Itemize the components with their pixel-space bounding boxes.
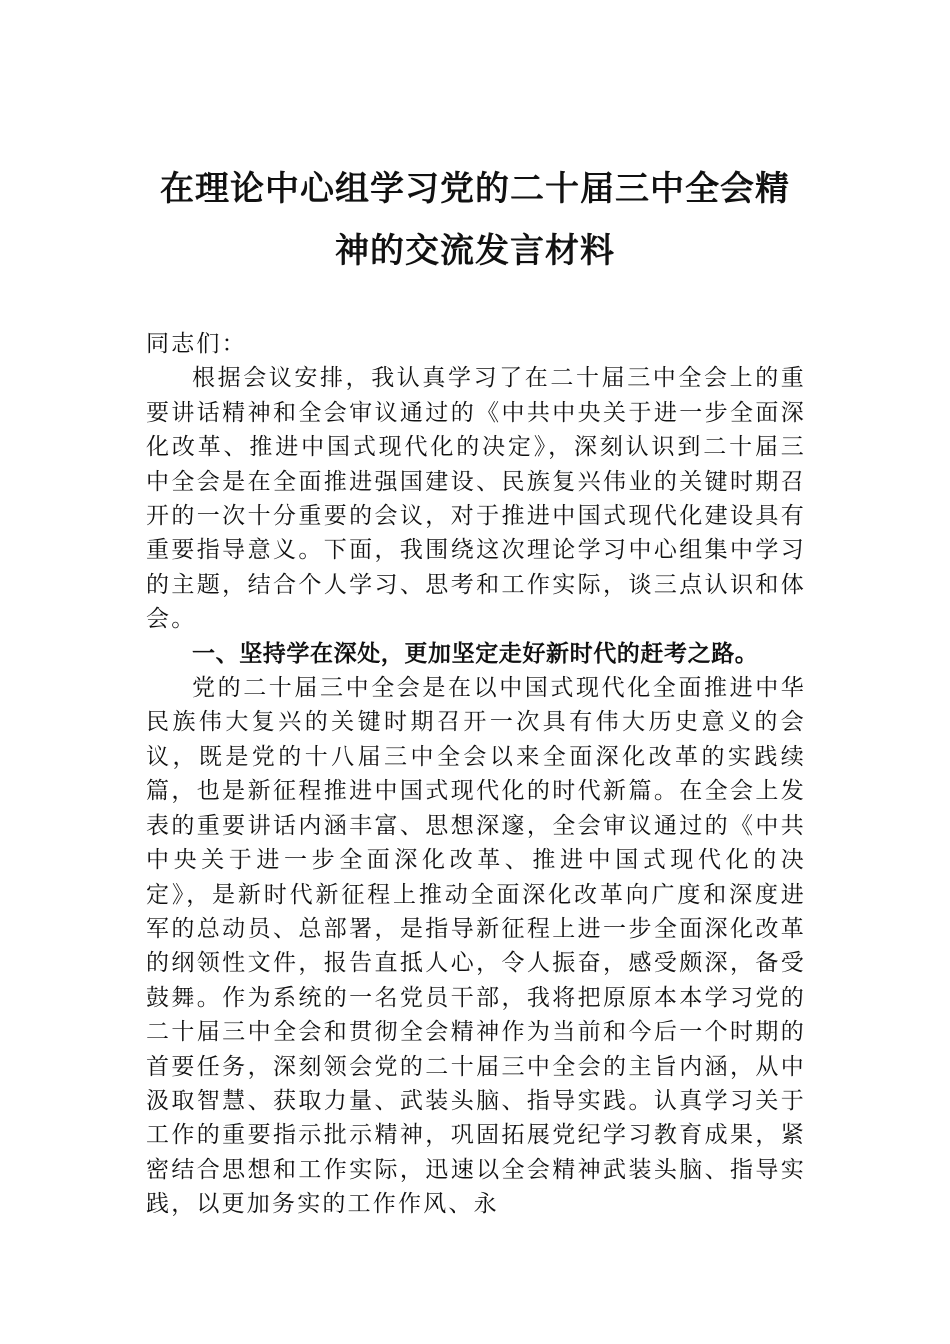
paragraph-section-1: 党的二十届三中全会是在以中国式现代化全面推进中华民族伟大复兴的关键时期召开一次具有伟大历史意义的会议，既是党的十八届三中全会以来全面深化改革的实践续篇，也是新征程推进中国式现代化的时代新篇。在全会上发表的重要讲话内涵丰富、思想深邃，全会审议通过的《中共中央关于进一步全面深化改革、推进中国式现代化的决定》，是新时代新征程上推动全面深化改革向广度和深度进军的总动员、总部署，是指导新征程上进一步全面深化改革的纲领性文件，报告直抵人心，令人振奋，感受颇深，备受鼓舞。作为系统的一名党员干部，我将把原原本本学习党的二十届三中全会和贯彻全会精神作为当前和今后一个时期的首要任务，深刻领会党的二十届三中全会的主旨内涵，从中汲取智慧、获取力量、武装头脑、指导实践。认真学习关于工作的重要指示批示精神，巩固拓展党纪学习教育成果，紧密结合思想和工作实际，迅速以全会精神武装头脑、指导实践，以更加务实的工作作风、永 bbox=[146, 675, 806, 1218]
title-line-1: 在理论中心组学习党的二十届三中全会精 bbox=[160, 169, 790, 209]
paragraph-intro: 根据会议安排，我认真学习了在二十届三中全会上的重要讲话精神和全会审议通过的《中共中央关于进一步全面深化改革、推进中国式现代化的决定》，深刻认识到二十届三中全会是在全面推进强国建设、民族复兴伟业的关键时期召开的一次十分重要的会议，对于推进中国式现代化建设具有重要指导意义。下面，我围绕这次理论学习中心组集中学习的主题，结合个人学习、思考和工作实际，谈三点认识和体会。 bbox=[146, 365, 806, 633]
section-heading-1: 一、坚持学在深处，更加坚定走好新时代的赶考之路。 bbox=[192, 640, 759, 667]
document-title bbox=[120, 158, 830, 282]
title-line-2: 神的交流发言材料 bbox=[335, 231, 615, 271]
document-body bbox=[146, 327, 806, 1222]
salutation: 同志们： bbox=[146, 331, 247, 357]
